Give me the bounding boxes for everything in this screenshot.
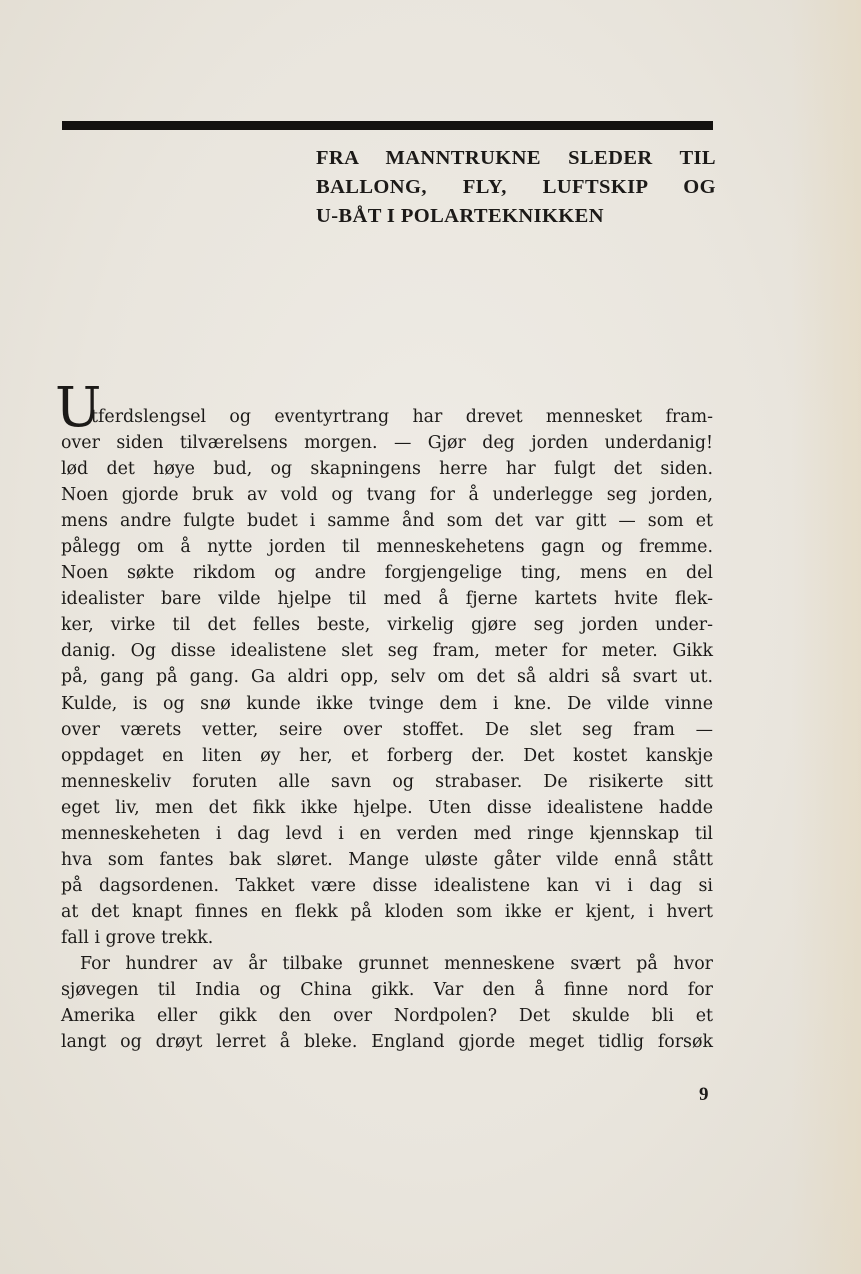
text-line: danig. Og disse idealistene slet seg fram, meter for meter. Gikk <box>61 641 713 662</box>
text-line: langt og drøyt lerret å bleke. England gjorde meget tidlig forsøk <box>61 1032 713 1053</box>
chapter-title <box>316 144 716 231</box>
text-line: fall i grove trekk. <box>61 927 214 948</box>
text-line: på, gang på gang. Ga aldri opp, selv om det så aldri så svart ut. <box>61 667 713 688</box>
text-line: over siden tilværelsens morgen. — Gjør deg jorden underdanig! <box>61 433 713 454</box>
text-line: menneskeheten i dag levd i en verden med ringe kjennskap til <box>61 823 713 844</box>
text-line: tferdslengsel og eventyrtrang har drevet mennesket fram- <box>91 407 713 427</box>
chapter-title-line: BALLONG, FLY, LUFTSKIP OG <box>316 176 716 198</box>
text-line: Amerika eller gikk den over Nordpolen? Det skulde bli et <box>61 1006 713 1027</box>
text-line: menneskeliv foruten alle savn og strabaser. De risikerte sitt <box>61 771 713 792</box>
text-line: Kulde, is og snø kunde ikke tvinge dem i kne. De vilde vinne <box>61 693 713 714</box>
body-text <box>61 404 713 1055</box>
text-line: lød det høye bud, og skapningens herre har fulgt det siden. <box>61 459 713 480</box>
text-line: For hundrer av år tilbake grunnet menneskene svært på hvor <box>80 953 713 974</box>
paragraph-2 <box>61 951 713 1055</box>
text-line: ker, virke til det felles beste, virkelig gjøre seg jorden under- <box>61 615 713 636</box>
drop-cap: U <box>55 375 102 439</box>
chapter-title-line: FRA MANNTRUKNE SLEDER TIL <box>316 147 716 169</box>
text-line: hva som fantes bak sløret. Mange uløste gåter vilde ennå stått <box>61 849 713 870</box>
text-line: oppdaget en liten øy her, et forberg der. Det kostet kanskje <box>61 745 713 766</box>
text-line: eget liv, men det fikk ikke hjelpe. Uten disse idealistene hadde <box>61 797 713 818</box>
paragraph-1 <box>61 404 713 951</box>
text-line: idealister bare vilde hjelpe til med å fjerne kartets hvite flek- <box>61 589 713 610</box>
text-line: sjøvegen til India og China gikk. Var den å finne nord for <box>61 980 713 1001</box>
page-number: 9 <box>699 1084 709 1105</box>
chapter-title-line: U-BÅT I POLARTEKNIKKEN <box>316 205 604 227</box>
text-line: Noen søkte rikdom og andre forgjengelige ting, mens en del <box>61 563 713 584</box>
text-line: at det knapt finnes en flekk på kloden som ikke er kjent, i hvert <box>61 901 713 922</box>
text-line: Noen gjorde bruk av vold og tvang for å underlegge seg jorden, <box>61 485 713 506</box>
text-line: over værets vetter, seire over stoffet. De slet seg fram — <box>61 719 713 740</box>
text-line: på dagsordenen. Takket være disse idealistene kan vi i dag si <box>61 875 713 896</box>
chapter-rule <box>62 121 713 130</box>
text-line: mens andre fulgte budet i samme ånd som det var gitt — som et <box>61 511 713 532</box>
text-line: pålegg om å nytte jorden til menneskehetens gagn og fremme. <box>61 537 713 558</box>
